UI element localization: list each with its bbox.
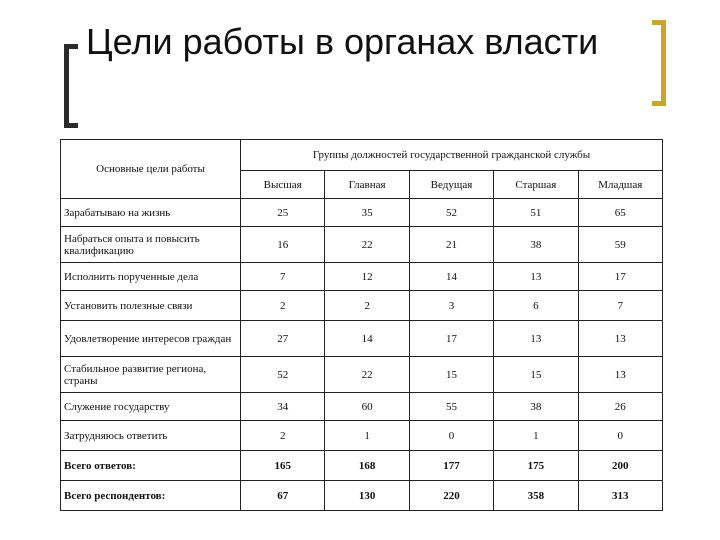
- table-row: [61, 263, 663, 291]
- table-cell: 2: [241, 291, 325, 321]
- table-cell: 14: [409, 263, 493, 291]
- table-cell: 52: [241, 357, 325, 393]
- table-cell: 177: [409, 451, 493, 481]
- table-cell: 3: [409, 291, 493, 321]
- table-cell: 25: [241, 199, 325, 227]
- table-cell: 22: [325, 227, 409, 263]
- table-cell: 60: [325, 393, 409, 421]
- table-cell: 55: [409, 393, 493, 421]
- row-label: Стабильное развитие региона, страны: [61, 357, 241, 393]
- column-header: Старшая: [494, 171, 578, 199]
- table-cell: 200: [578, 451, 662, 481]
- column-header: Высшая: [241, 171, 325, 199]
- column-header: Главная: [325, 171, 409, 199]
- table-row: [61, 421, 663, 451]
- row-label: Исполнить порученные дела: [61, 263, 241, 291]
- table-cell: 358: [494, 481, 578, 511]
- table-cell: 6: [494, 291, 578, 321]
- table-cell: 15: [494, 357, 578, 393]
- table-cell: 2: [241, 421, 325, 451]
- table-cell: 59: [578, 227, 662, 263]
- column-header: Ведущая: [409, 171, 493, 199]
- corner-header: Основные цели работы: [61, 140, 241, 199]
- table-cell: 7: [578, 291, 662, 321]
- table-cell: 13: [494, 263, 578, 291]
- table-row: [61, 321, 663, 357]
- table-row: [61, 393, 663, 421]
- table-cell: 14: [325, 321, 409, 357]
- table-row: [61, 357, 663, 393]
- table-cell: 1: [325, 421, 409, 451]
- slide-title: Цели работы в органах власти: [86, 21, 599, 62]
- table-cell: 168: [325, 451, 409, 481]
- table-cell: 21: [409, 227, 493, 263]
- column-header: Младшая: [578, 171, 662, 199]
- table-cell: 38: [494, 227, 578, 263]
- table-cell: 16: [241, 227, 325, 263]
- total-respondents-row: [61, 481, 663, 511]
- row-label: Удовлетворение интересов граждан: [61, 321, 241, 357]
- group-header: Группы должностей государственной гражданской службы: [241, 140, 663, 171]
- row-label: Установить полезные связи: [61, 291, 241, 321]
- table-cell: 313: [578, 481, 662, 511]
- table-cell: 52: [409, 199, 493, 227]
- row-label: Всего ответов:: [61, 451, 241, 481]
- table-cell: 7: [241, 263, 325, 291]
- table-cell: 165: [241, 451, 325, 481]
- table-row: [61, 291, 663, 321]
- table-cell: 220: [409, 481, 493, 511]
- table-cell: 22: [325, 357, 409, 393]
- table-cell: 51: [494, 199, 578, 227]
- table-cell: 2: [325, 291, 409, 321]
- table-row: [61, 227, 663, 263]
- table-cell: 130: [325, 481, 409, 511]
- row-label: Зарабатываю на жизнь: [61, 199, 241, 227]
- table-cell: 67: [241, 481, 325, 511]
- table-cell: 0: [409, 421, 493, 451]
- goals-table: [60, 139, 663, 511]
- right-bracket-decoration: [652, 20, 666, 106]
- table-cell: 13: [578, 357, 662, 393]
- table-cell: 38: [494, 393, 578, 421]
- table-cell: 13: [494, 321, 578, 357]
- row-label: Служение государству: [61, 393, 241, 421]
- table-cell: 13: [578, 321, 662, 357]
- table-cell: 17: [409, 321, 493, 357]
- row-label: Набраться опыта и повысить квалификацию: [61, 227, 241, 263]
- total-answers-row: [61, 451, 663, 481]
- left-bracket-decoration: [64, 44, 78, 128]
- table-cell: 27: [241, 321, 325, 357]
- row-label: Затрудняюсь ответить: [61, 421, 241, 451]
- table-cell: 26: [578, 393, 662, 421]
- table-cell: 34: [241, 393, 325, 421]
- table-cell: 0: [578, 421, 662, 451]
- table-cell: 17: [578, 263, 662, 291]
- table-row: [61, 199, 663, 227]
- table-cell: 65: [578, 199, 662, 227]
- table-cell: 12: [325, 263, 409, 291]
- table-cell: 1: [494, 421, 578, 451]
- table-header-row: [61, 140, 663, 171]
- table-cell: 15: [409, 357, 493, 393]
- table-cell: 175: [494, 451, 578, 481]
- row-label: Всего респондентов:: [61, 481, 241, 511]
- table-cell: 35: [325, 199, 409, 227]
